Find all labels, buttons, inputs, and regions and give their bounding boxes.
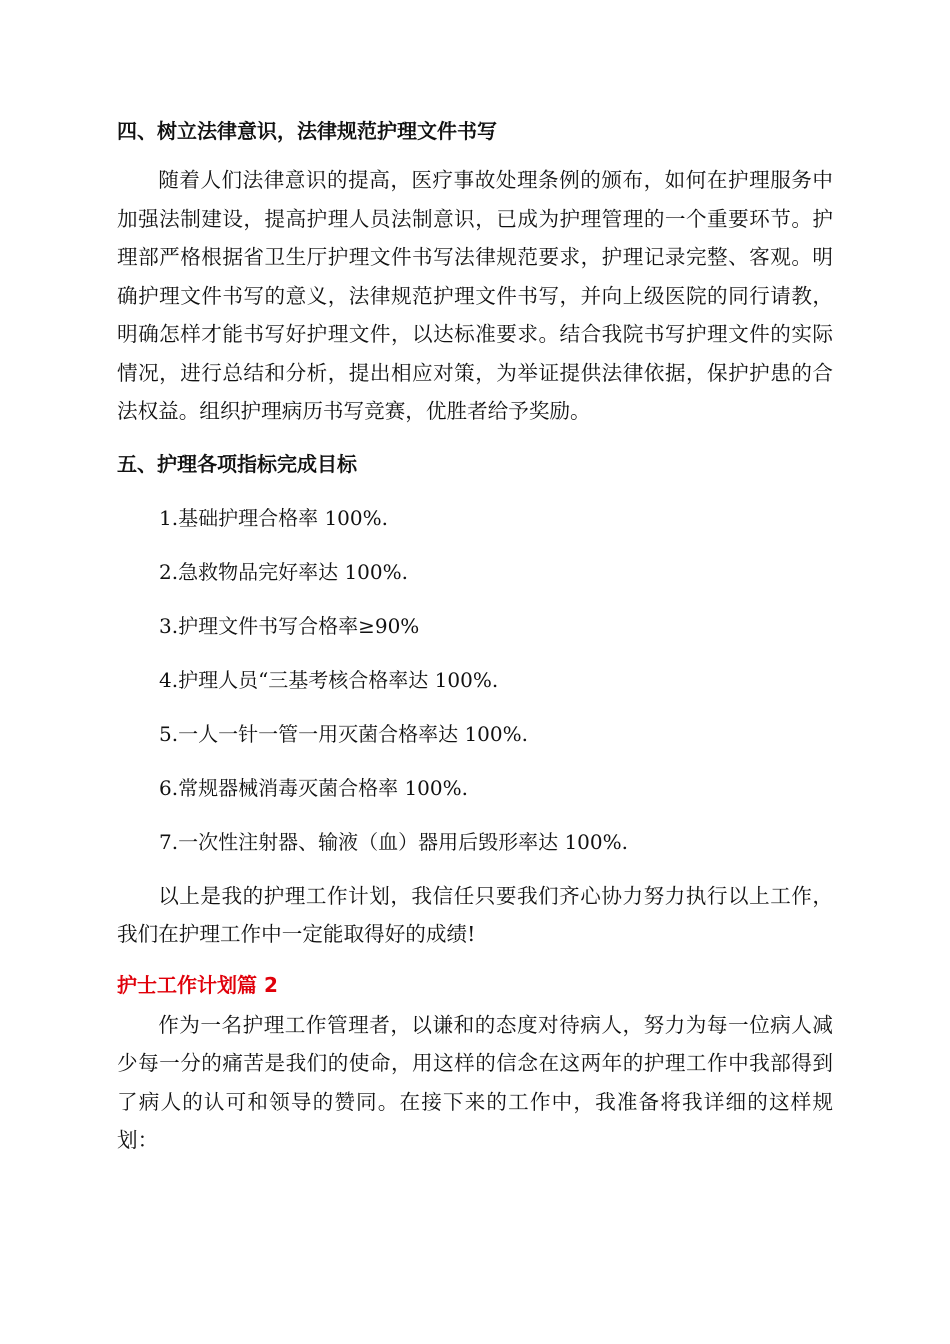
closing-paragraph: 以上是我的护理工作计划，我信任只要我们齐心协力努力执行以上工作，我们在护理工作中一定能取得好的成绩! <box>117 883 833 946</box>
list-item: 4.护理人员“三基考核合格率达 100%. <box>159 667 499 692</box>
article-2-paragraph: 作为一名护理工作管理者，以谦和的态度对待病人，努力为每一位病人减少每一分的痛苦是我们的使命，用这样的信念在这两年的护理工作中我部得到了病人的认可和领导的赞同。在接下来的工作中，我准备将我详细的这样规划： <box>117 1012 833 1152</box>
section-5-heading: 五、护理各项指标完成目标 <box>117 451 357 476</box>
list-item: 7.一次性注射器、输液（血）器用后毁形率达 100%. <box>159 829 628 854</box>
list-item: 2.急救物品完好率达 100%. <box>159 559 408 584</box>
section-4-heading: 四、树立法律意识，法律规范护理文件书写 <box>117 119 497 143</box>
list-item: 5.一人一针一管一用灭菌合格率达 100%. <box>159 721 528 746</box>
list-item: 6.常规器械消毒灭菌合格率 100%. <box>159 775 468 800</box>
list-item: 3.护理文件书写合格率≥90% <box>159 613 420 638</box>
article-2-heading: 护士工作计划篇 2 <box>117 972 278 997</box>
document-body <box>117 112 833 1160</box>
target-list <box>117 499 833 861</box>
list-item: 1.基础护理合格率 100%. <box>159 505 388 530</box>
section-4-paragraph: 随着人们法律意识的提高，医疗事故处理条例的颁布，如何在护理服务中加强法制建设，提高护理人员法制意识，已成为护理管理的一个重要环节。护理部严格根据省卫生厅护理文件书写法律规范要求，护理记录完整、客观。明确护理文件书写的意义，法律规范护理文件书写，并向上级医院的同行请教，明确怎样才能书写好护理文件，以达标准要求。结合我院书写护理文件的实际情况，进行总结和分析，提出相应对策，为举证提供法律依据，保护护患的合法权益。组织护理病历书写竞赛，优胜者给予奖励。 <box>117 168 833 423</box>
